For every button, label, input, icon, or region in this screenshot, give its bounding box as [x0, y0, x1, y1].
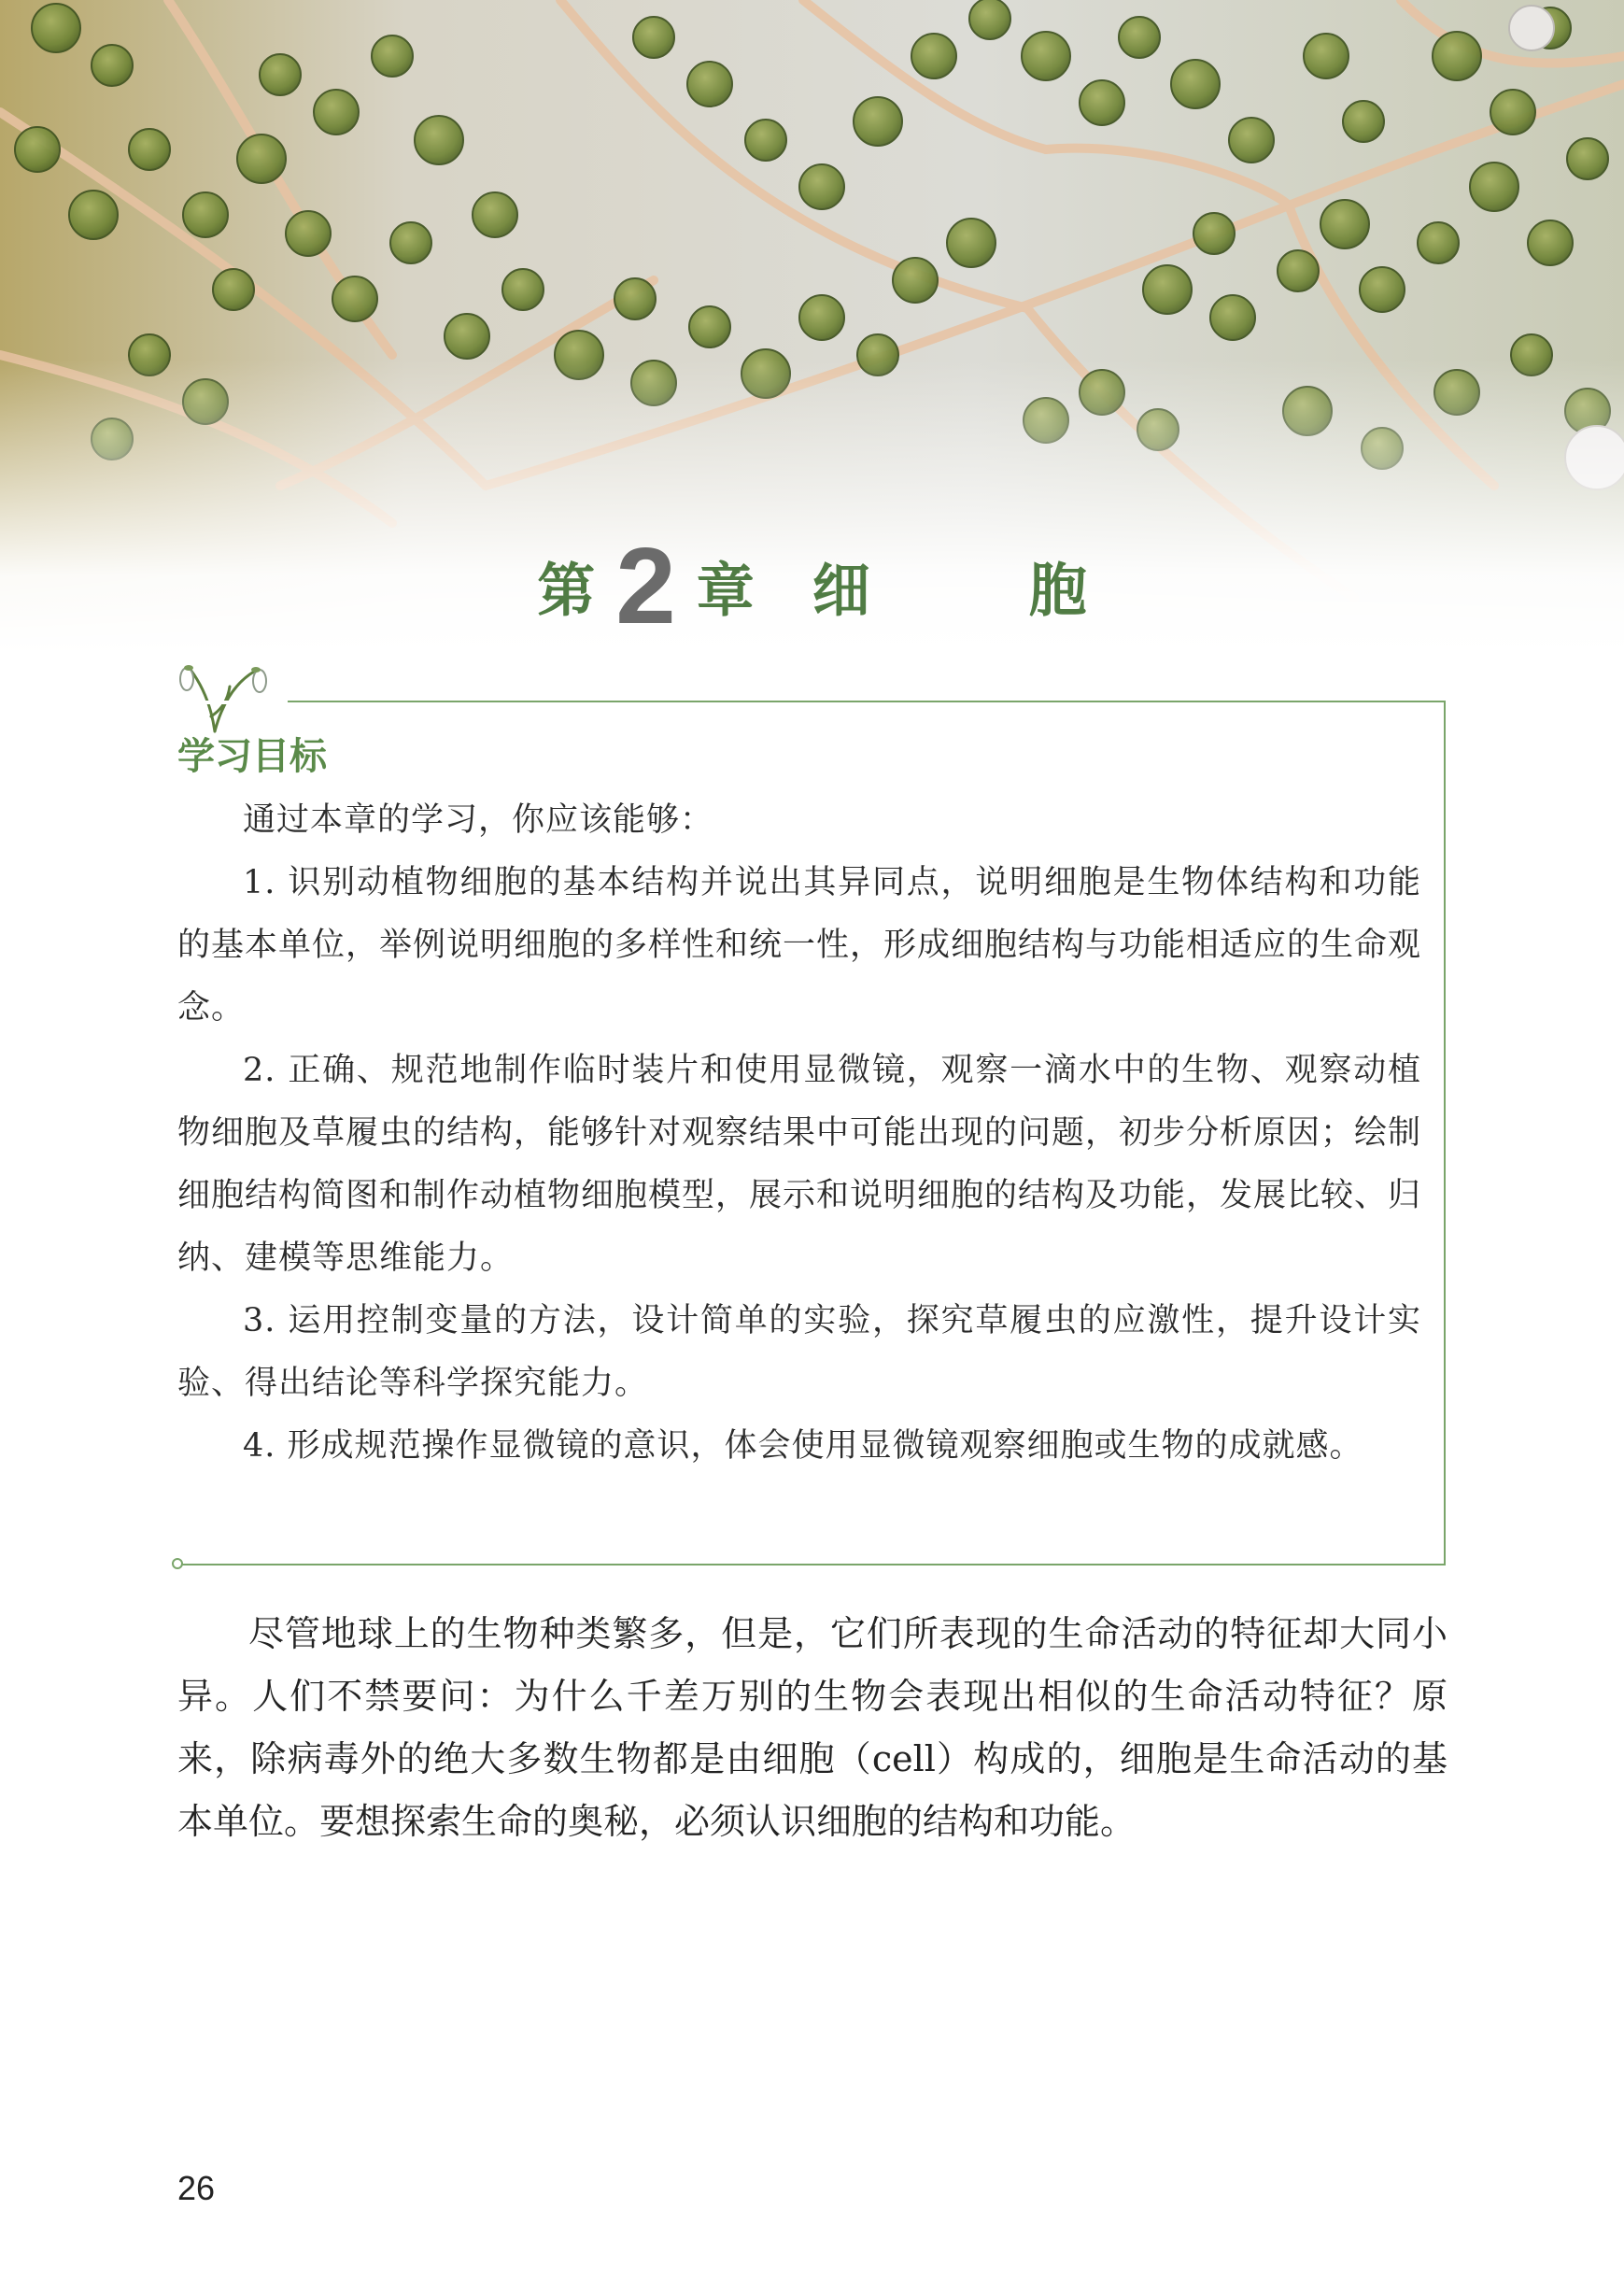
- learning-objectives-body: [177, 789, 1421, 1478]
- objective-item-4: 4. 形成规范操作显微镜的意识，体会使用显微镜观察细胞或生物的成就感。: [243, 1427, 1363, 1465]
- chapter-title-char-1: 细: [812, 556, 870, 625]
- page-number: 26: [177, 2169, 216, 2207]
- chapter-suffix: 章: [696, 556, 755, 625]
- chapter-prefix: 第: [537, 556, 596, 625]
- objective-item-1: 1. 识别动植物细胞的基本结构并说出其异同点，说明细胞是生物体结构和功能的基本单位，举例说明细胞的多样性和统一性，形成细胞结构与功能相适应的生命观念。: [177, 864, 1422, 1027]
- intro-text: 尽管地球上的生物种类繁多，但是，它们所表现的生命活动的特征却大同小异。人们不禁要问：为什么千差万别的生物会表现出相似的生命活动特征？原来，除病毒外的绝大多数生物都是由细胞（cell）构成的，细胞是生命活动的基本单位。要想探索生命的奥秘，必须认识细胞的结构和功能。: [177, 1613, 1447, 1842]
- learning-objectives-heading: 学习目标: [177, 735, 327, 778]
- chapter-intro-paragraph: [177, 1603, 1447, 1853]
- objective-item-2: 2. 正确、规范地制作临时装片和使用显微镜，观察一滴水中的生物、观察动植物细胞及草履虫的结构，能够针对观察结果中可能出现的问题，初步分析原因；绘制细胞结构简图和制作动植物细胞模型，展示和说明细胞的结构及功能，发展比较、归纳、建模等思维能力。: [177, 1052, 1422, 1277]
- chapter-number: 2: [615, 525, 676, 646]
- chapter-title: [0, 523, 1624, 648]
- objectives-intro: 通过本章的学习，你应该能够：: [243, 801, 714, 839]
- objective-item-3: 3. 运用控制变量的方法，设计简单的实验，探究草履虫的应激性，提升设计实验、得出结论等科学探究能力。: [177, 1302, 1421, 1402]
- chapter-title-char-2: 胞: [1028, 556, 1087, 625]
